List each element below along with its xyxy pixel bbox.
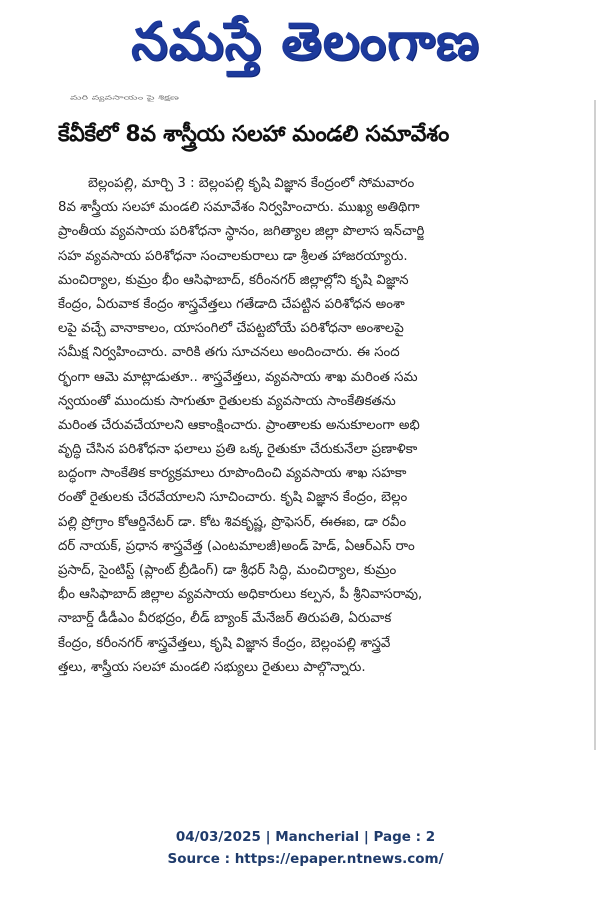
article-body-line: నాబార్డ్ డీడీఎం వీరభద్రం, లీడ్ బ్యాంక్ మేనేజర్ తిరుపతి, ఏరువాక bbox=[58, 611, 392, 627]
article-body-line: న్వయంతో ముందుకు సాగుతూ రైతులకు వ్యవసాయ సాంకేతికతను bbox=[58, 393, 396, 409]
article-body-line: కేంద్రం, ఏరువాక కేంద్రం శాస్త్రవేత్తలు గతేడాది చేపట్టిన పరిశోధన అంశా bbox=[58, 296, 405, 312]
article-body-line: సమీక్ష నిర్వహించారు. వారికి తగు సూచనలు అందించారు. ఈ సంద bbox=[58, 345, 400, 361]
newspaper-masthead bbox=[0, 0, 611, 88]
article-body bbox=[58, 172, 596, 680]
clipping-footer bbox=[0, 826, 611, 870]
article-body-line: బెల్లంపల్లి, మార్చి 3 : బెల్లంపల్లి కృషి విజ్ఞాన కేంద్రంలో సోమవారం bbox=[88, 176, 415, 191]
article-body-line: రంతో రైతులకు చేరవేయాలని సూచించారు. కృషి విజ్ఞాన కేంద్రం, బెల్లం bbox=[58, 490, 408, 506]
article-body-line: మరింత చేరువచేయాలని ఆకాంక్షించారు. ప్రాంతాలకు అనుకూలంగా అభి bbox=[58, 417, 420, 433]
article-body-line: 8వ శాస్త్రీయ సలహా మండలి సమావేశం నిర్వహించారు. ముఖ్య అతిథిగా bbox=[58, 200, 420, 216]
article-headline: కేవీకేలో 8వ శాస్త్రీయ సలహా మండలి సమావేశం bbox=[58, 122, 450, 147]
article-body-line: కేంద్రం, కరీంనగర్ శాస్త్రవేత్తలు, కృషి విజ్ఞాన కేంద్రం, బెల్లంపల్లి శాస్త్రవే bbox=[58, 635, 391, 651]
article-clipping bbox=[40, 92, 596, 752]
article-body-line: ర్భంగా ఆమె మాట్లాడుతూ.. శాస్త్రవేత్తలు, వ్యవసాయ శాఖ మరింత సమ bbox=[58, 369, 418, 385]
article-body-line: పల్లి ప్రోగ్రాం కోఆర్డినేటర్ డా. కోట శివకృష్ణ, ప్రొఫెసర్, ఈఈఐ, డా రవీం bbox=[58, 514, 407, 530]
article-body-line: ప్రసాద్, సైంటిస్ట్ (ప్లాంట్ బ్రీడింగ్) డా శ్రీధర్ సిద్ధి, మంచిర్యాల, కుమ్రం bbox=[58, 563, 397, 578]
article-body-line: వృద్ధి చేసిన పరిశోధనా ఫలాలు ప్రతి ఒక్క రైతుకూ చేరుకునేలా ప్రణాళికా bbox=[58, 442, 418, 458]
article-body-line: మంచిర్యాల, కుమ్రం భీం ఆసిఫాబాద్, కరీంనగర్ జిల్లాల్లోని కృషి విజ్ఞాన bbox=[58, 272, 409, 288]
source-link[interactable]: Source : https://epaper.ntnews.com/ bbox=[167, 851, 444, 867]
article-body-line: భీం ఆసిఫాబాద్ జిల్లాల వ్యవసాయ అధికారులు కల్పన, పీ శ్రీనివాసరావు, bbox=[58, 587, 423, 603]
article-body-line: లపై వచ్చే వానాకాలం, యాసంగిలో చేపట్టబోయే పరిశోధనా అంశాలపై bbox=[58, 321, 404, 337]
article-body-line: సహ వ్యవసాయ పరిశోధనా సంచాలకురాలు డా శ్రీలత హాజరయ్యారు. bbox=[58, 248, 408, 264]
edition-info: 04/03/2025 | Mancherial | Page : 2 bbox=[175, 829, 436, 845]
cutoff-previous-text: మరి వ్యవసాయం పై శిక్షణ bbox=[70, 94, 179, 102]
masthead-logo-text: నమస్తే తెలంగాణ bbox=[131, 12, 480, 72]
article-body-line: దర్ నాయక్, ప్రధాన శాస్త్రవేత్త (ఎంటమాలజీ)అండ్ హెడ్, ఏఆర్ఎస్ రాం bbox=[58, 538, 415, 554]
article-body-line: బద్ధంగా సాంకేతిక కార్యక్రమాలు రూపొందించి వ్యవసాయ శాఖ సహకా bbox=[58, 466, 407, 482]
article-body-line: ప్రాంతీయ వ్యవసాయ పరిశోధనా స్థానం, జగిత్యాల జిల్లా పొలాస ఇన్‌చార్జి bbox=[58, 224, 425, 240]
article-body-line: త్తలు, శాస్త్రీయ సలహా మండలి సభ్యులు రైతులు పాల్గొన్నారు. bbox=[58, 659, 366, 675]
clipping-edge-divider bbox=[594, 100, 596, 750]
